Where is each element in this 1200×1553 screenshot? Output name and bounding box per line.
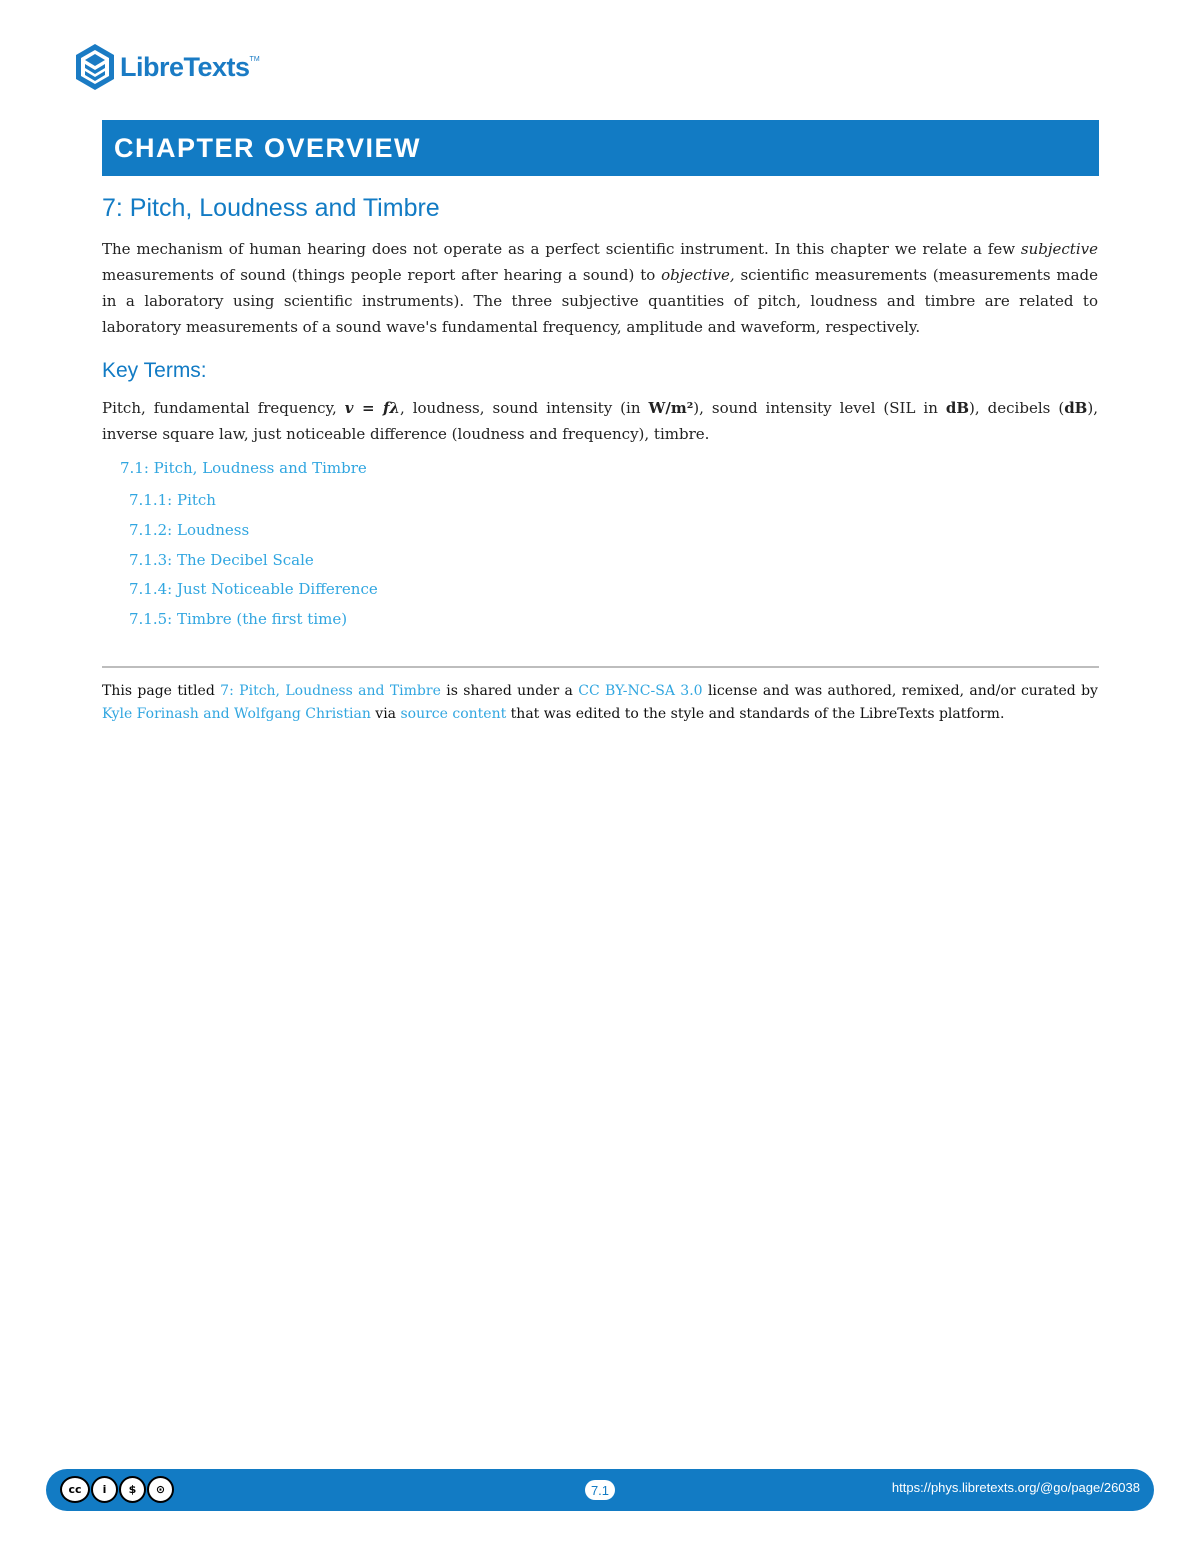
attribution-text-2: is shared under a	[440, 683, 579, 699]
terms-text-1: Pitch, fundamental frequency,	[102, 399, 345, 417]
intro-em-subjective: subjective	[1020, 240, 1098, 258]
decibel-unit: dB	[1064, 399, 1088, 417]
chapter-title: 7: Pitch, Loudness and Timbre	[102, 194, 440, 222]
libretexts-logo-icon	[74, 43, 116, 91]
toc-link-7-1-5[interactable]: 7.1.5: Timbre (the first time)	[129, 610, 348, 628]
authors-link[interactable]: Kyle Forinash and Wolfgang Christian	[102, 706, 371, 722]
by-icon: i	[91, 1476, 118, 1503]
toc-link-7-1[interactable]: 7.1: Pitch, Loudness and Timbre	[120, 459, 367, 477]
logo-trademark: TM	[249, 56, 260, 63]
chapter-overview-banner: CHAPTER OVERVIEW	[102, 120, 1099, 176]
wave-equation: v = fλ	[344, 399, 400, 417]
cc-license-badges[interactable]	[60, 1476, 174, 1503]
attribution-title-link[interactable]: 7: Pitch, Loudness and Timbre	[220, 683, 441, 699]
chapter-intro	[102, 236, 1098, 340]
intro-text-3: scientific measurements (measurements made in a laboratory using scientific instruments). The three subjective quantities of pitch, loudness and timbre are related to laboratory measurements of a sound wave's fundamental frequency, amplitude and waveform, respectively.	[102, 266, 1098, 336]
intro-text-2: measurements of sound (things people report after hearing a sound) to	[102, 266, 662, 284]
terms-text-5: ), inverse square law, just noticeable difference (loudness and frequency), timbre.	[102, 399, 1098, 443]
attribution-text	[102, 680, 1098, 726]
divider	[102, 666, 1099, 668]
logo-wordmark: LibreTexts	[120, 51, 250, 82]
intensity-unit: W/m²	[648, 399, 694, 417]
nc-icon: $	[119, 1476, 146, 1503]
source-content-link[interactable]: source content	[400, 706, 507, 722]
toc-link-7-1-4[interactable]: 7.1.4: Just Noticeable Difference	[129, 580, 378, 598]
terms-text-3: ), sound intensity level (SIL in	[693, 399, 946, 417]
sil-unit: dB	[945, 399, 970, 417]
terms-text-4: ), decibels (	[969, 399, 1065, 417]
attribution-text-5: that was edited to the style and standards of the LibreTexts platform.	[506, 706, 1005, 722]
intro-text-1: The mechanism of human hearing does not operate as a perfect scientific instrument. In this chapter we relate a few	[102, 240, 1021, 258]
sa-icon: ⊙	[147, 1476, 174, 1503]
page-number: 7.1	[585, 1480, 615, 1500]
libretexts-logo	[74, 42, 260, 92]
key-terms-heading: Key Terms:	[102, 359, 207, 382]
toc-link-7-1-3[interactable]: 7.1.3: The Decibel Scale	[129, 551, 314, 569]
toc-link-7-1-1[interactable]: 7.1.1: Pitch	[129, 491, 216, 509]
intro-em-objective: objective,	[661, 266, 735, 284]
attribution-text-1: This page titled	[102, 683, 221, 699]
cc-icon: cc	[60, 1476, 90, 1503]
key-terms-list	[102, 395, 1098, 447]
toc-link-7-1-2[interactable]: 7.1.2: Loudness	[129, 521, 250, 539]
page-footer-bar	[46, 1469, 1154, 1511]
attribution-text-3: license and was authored, remixed, and/or curated by	[702, 683, 1098, 699]
license-link[interactable]: CC BY-NC-SA 3.0	[578, 683, 703, 699]
attribution-text-4: via	[370, 706, 401, 722]
terms-text-2: , loudness, sound intensity (in	[399, 399, 649, 417]
page-url[interactable]: https://phys.libretexts.org/@go/page/26038	[891, 1480, 1140, 1495]
